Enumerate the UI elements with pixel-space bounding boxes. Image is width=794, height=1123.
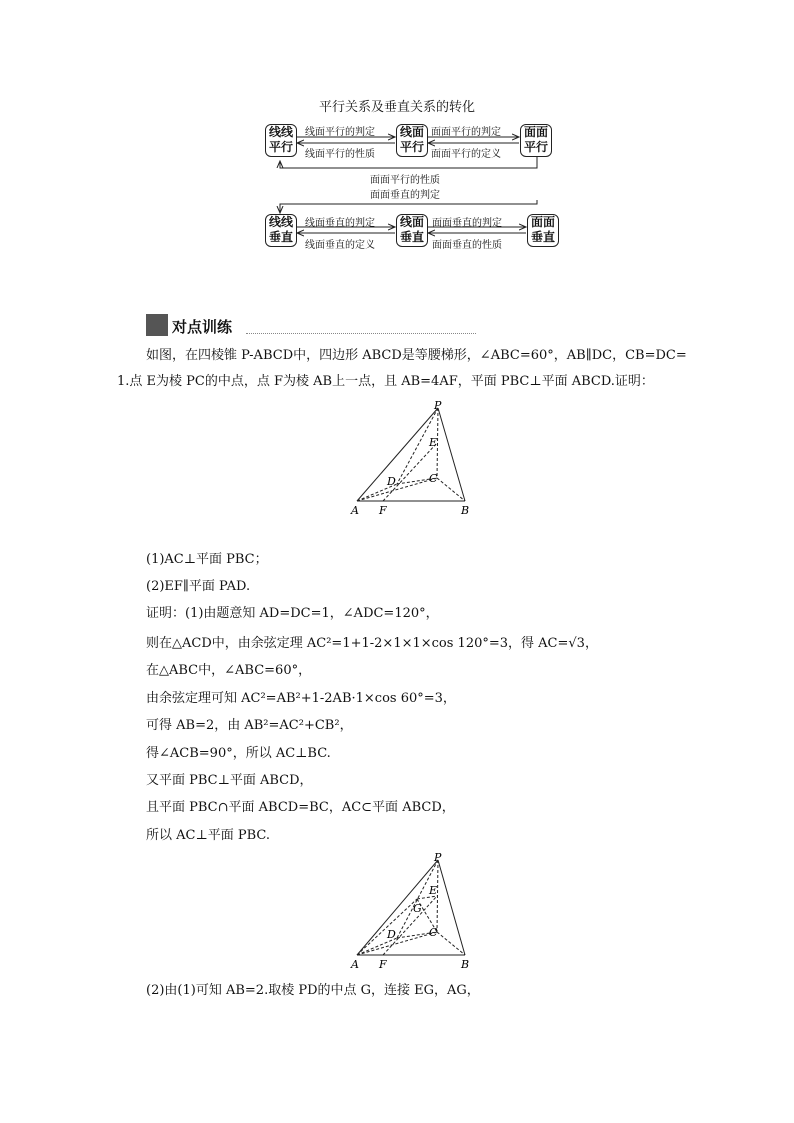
box-line-line-perp-text: 线线垂直 xyxy=(268,215,293,244)
question-1: (1)AC⊥平面 PBC； xyxy=(146,552,268,567)
fig2-label-G: G xyxy=(413,902,422,915)
label-pp-perp-property: 面面垂直的性质 xyxy=(432,240,502,251)
pyramid-figure-1 xyxy=(345,398,485,520)
box-plane-plane-perp xyxy=(527,214,559,247)
label-pp-parallel-definition: 面面平行的定义 xyxy=(431,149,501,160)
question-2: (2)EF∥平面 PAD. xyxy=(146,579,251,594)
proof-line-8: 且平面 PBC∩平面 ABCD=BC，AC⊂平面 ABCD， xyxy=(146,800,455,815)
box-line-plane-parallel-text: 线面平行 xyxy=(399,125,424,154)
box-plane-plane-parallel xyxy=(520,124,552,157)
box-line-line-parallel xyxy=(265,124,297,157)
label-pp-parallel-judge: 面面平行的判定 xyxy=(431,127,501,138)
label-lp-perp-definition: 线面垂直的定义 xyxy=(305,240,375,251)
diagram-title: 平行关系及垂直关系的转化 xyxy=(318,100,475,115)
section-header xyxy=(146,314,476,336)
fig1-label-A: A xyxy=(351,504,359,517)
proof-line-6: 得∠ACB=90°，所以 AC⊥BC. xyxy=(146,746,331,761)
fig1-label-D: D xyxy=(387,475,396,488)
arrow-to-ll-perp xyxy=(280,200,537,213)
section-divider xyxy=(246,333,476,334)
problem-line-1: 如图，在四棱锥 P-ABCD中，四边形 ABCD是等腰梯形，∠ABC=60°，AB∥DC，CB=DC= xyxy=(146,348,687,363)
box-line-plane-parallel xyxy=(396,124,428,157)
label-pp-perp-judge: 面面垂直的判定 xyxy=(432,218,502,229)
box-line-line-perp xyxy=(265,214,297,247)
label-lp-parallel-property: 线面平行的性质 xyxy=(305,149,375,160)
section-marker-block xyxy=(146,314,168,336)
fig2-label-F: F xyxy=(379,958,387,971)
box-line-plane-perp xyxy=(396,214,428,247)
box-line-line-parallel-text: 线线平行 xyxy=(268,125,293,154)
fig2-label-B: B xyxy=(461,958,470,971)
box-line-plane-perp-text: 线面垂直 xyxy=(399,215,424,244)
proof-line-9: 所以 AC⊥平面 PBC. xyxy=(146,828,270,843)
proof-line-7: 又平面 PBC⊥平面 ABCD， xyxy=(146,773,313,788)
fig2-label-D: D xyxy=(387,928,396,941)
problem-line-2: 1.点 E为棱 PC的中点，点 F为棱 AB上一点，且 AB=4AF，平面 PBC⊥平面 ABCD.证明： xyxy=(117,374,654,389)
proof-line-2: 则在△ACD中，由余弦定理 AC²=1+1-2×1×1×cos 120°=3，得 AC=√3， xyxy=(146,636,598,651)
fig1-label-E: E xyxy=(429,436,438,449)
fig1-label-P: P xyxy=(434,399,442,412)
label-lp-parallel-judge: 线面平行的判定 xyxy=(305,127,375,138)
proof-line-1: 证明：(1)由题意知 AD=DC=1，∠ADC=120°， xyxy=(146,606,439,621)
pyramid-figure-2 xyxy=(345,850,485,972)
fig1-label-F: F xyxy=(379,504,387,517)
fig1-label-B: B xyxy=(461,504,470,517)
proof-line-5: 可得 AB=2，由 AB²=AC²+CB²， xyxy=(146,718,353,733)
label-pp-perp-judge-middle: 面面垂直的判定 xyxy=(370,190,440,201)
fig1-label-C: C xyxy=(429,472,438,485)
label-pp-parallel-property: 面面平行的性质 xyxy=(370,175,440,186)
label-lp-perp-judge: 线面垂直的判定 xyxy=(305,218,375,229)
box-plane-plane-parallel-text: 面面平行 xyxy=(523,125,548,154)
proof-line-4: 由余弦定理可知 AC²=AB²+1-2AB·1×cos 60°=3， xyxy=(146,691,456,706)
fig2-label-A: A xyxy=(351,958,359,971)
fig2-label-E: E xyxy=(429,884,438,897)
fig2-label-C: C xyxy=(429,926,438,939)
proof-line-3: 在△ABC中，∠ABC=60°， xyxy=(146,663,312,678)
fig2-label-P: P xyxy=(434,851,442,864)
proof-part-2: (2)由(1)可知 AB=2.取棱 PD的中点 G，连接 EG，AG， xyxy=(146,983,480,998)
box-plane-plane-perp-text: 面面垂直 xyxy=(530,215,555,244)
section-title: 对点训练 xyxy=(172,318,233,336)
